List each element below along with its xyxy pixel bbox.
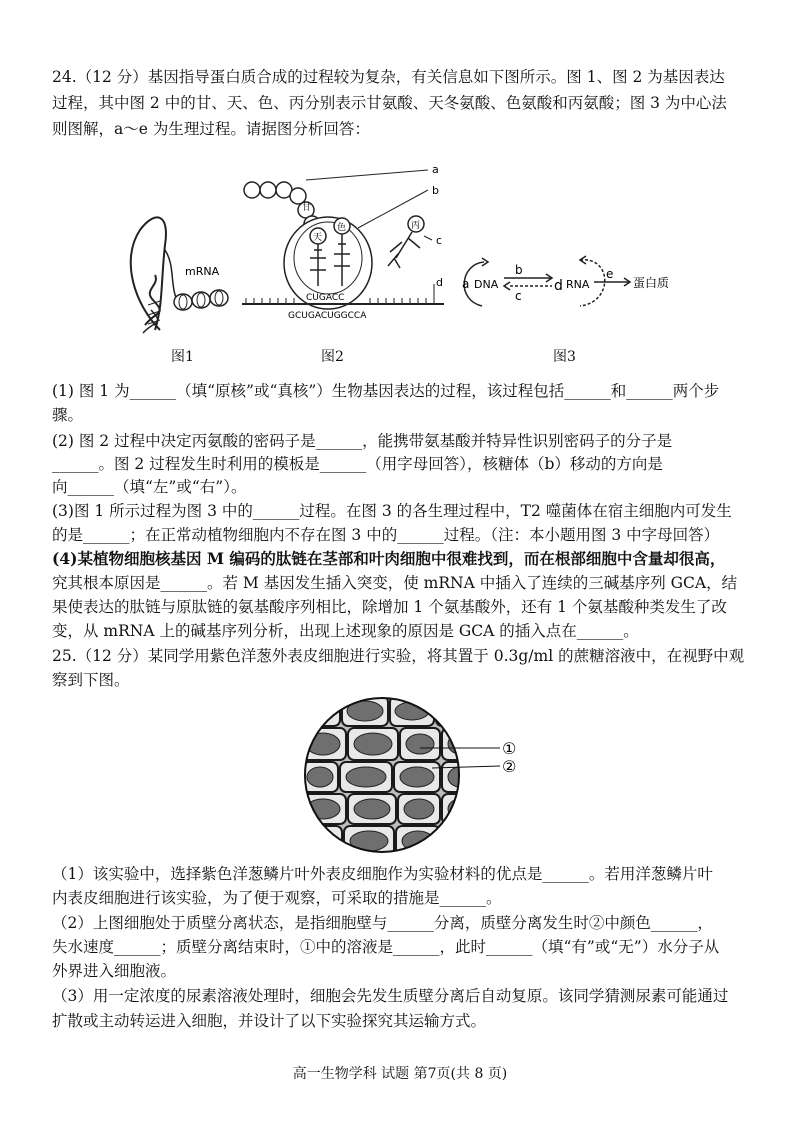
q24-question-line-1: (1) 图 1 为______（填“原核”或“真核”）生物基因表达的过程，该过程包括______和______两个步 <box>52 382 720 400</box>
q25-question-line-3: （2）上图细胞处于质壁分离状态，是指细胞壁与______分离，质壁分离发生时②中颜色______， <box>52 914 713 932</box>
figure-3-caption: 图3 <box>553 349 576 365</box>
q24-intro-line-2: 过程，其中图 2 中的甘、天、色、丙分别表示甘氨酸、天冬氨酸、色氨酸和丙氨酸；图 3 为中心法 <box>52 94 727 112</box>
q24-question-line-2: 骤。 <box>52 406 84 424</box>
q25-question-line-7: 扩散或主动转运进入细胞，并设计了以下实验探究其运输方式。 <box>52 1012 487 1030</box>
fig3-rna: RNA <box>566 278 590 291</box>
fig3-dna: DNA <box>474 278 499 291</box>
q24-question-line-11: 变，从 mRNA 上的碱基序列分析，出现上述现象的原因是 GCA 的插入点在______。 <box>52 622 639 640</box>
fig2-anticodons: CUGACC <box>306 293 345 303</box>
fig2-aa-se: 色 <box>337 223 347 233</box>
q24-question-line-3: (2) 图 2 过程中决定丙氨酸的密码子是______，能携带氨基酸并特异性识别密码子的分子是 <box>52 432 673 450</box>
figure-1-caption: 图1 <box>171 349 194 365</box>
q25-question-line-5: 外界进入细胞液。 <box>52 962 177 980</box>
fig3-protein: 蛋白质 <box>633 276 670 290</box>
fig3-label-c: c <box>515 289 522 303</box>
q24-intro-line-1: 24.（12 分）基因指导蛋白质合成的过程较为复杂，有关信息如下图所示。图 1、图 2 为基因表达 <box>52 68 725 86</box>
q25-question-line-2: 内表皮细胞进行该实验，为了便于观察，可采取的措施是______。 <box>52 889 502 907</box>
fig2-aa-bing: 丙 <box>411 221 421 231</box>
cell-label-1: ① <box>502 739 517 758</box>
fig1-mrna-label: mRNA <box>185 265 220 278</box>
fig3-label-a: a <box>462 277 470 291</box>
cell-label-2: ② <box>502 757 517 776</box>
page-footer: 高一生物学科 试题 第7页(共 8 页) <box>292 1066 508 1082</box>
fig2-mrna-sequence: GCUGACUGGCCA <box>288 311 367 321</box>
q24-question-line-5: 向______（填“左”或“右”）。 <box>52 478 247 496</box>
fig2-label-a: a <box>432 163 439 176</box>
fig2-label-d: d <box>436 276 443 289</box>
fig2-label-b: b <box>432 184 439 197</box>
figure-3-diagram <box>452 248 682 320</box>
fig2-aa-tian: 天 <box>313 233 323 243</box>
figure-2-diagram <box>238 158 450 330</box>
q25-intro-line-1: 25.（12 分）某同学用紫色洋葱外表皮细胞进行实验，将其置于 0.3g/ml 的蔗糖溶液中，在视野中观 <box>52 647 745 665</box>
fig3-label-e: e <box>606 267 614 281</box>
q25-question-line-1: （1）该实验中，选择紫色洋葱鳞片叶外表皮细胞作为实验材料的优点是______。若用洋葱鳞片叶 <box>52 865 713 883</box>
fig2-label-c: c <box>436 234 443 247</box>
q24-question-line-10: 果使表达的肽链与原肽链的氨基酸序列相比，除增加 1 个氨基酸外，还有 1 个氨基酸种类发生了改 <box>52 598 727 616</box>
q24-intro-line-3: 则图解，a～e 为生理过程。请据图分析回答： <box>52 120 370 138</box>
fig3-label-d: d <box>554 278 563 294</box>
q24-question-line-7: 的是______；在正常动植物细胞内不存在图 3 中的______过程。（注：本小题用图 3 中字母回答） <box>52 526 720 544</box>
q24-question-line-6: (3)图 1 所示过程为图 3 中的______过程。在图 3 的各生理过程中，T2 噬菌体在宿主细胞内可发生 <box>52 502 732 520</box>
q25-question-line-4: 失水速度______；质壁分离结束时，①中的溶液是______，此时______（填“有”或“无”）水分子从 <box>52 938 720 956</box>
q25-intro-line-2: 察到下图。 <box>52 671 130 689</box>
q24-question-line-8: (4)某植物细胞核基因 M 编码的肽链在茎部和叶肉细胞中很难找到，而在根部细胞中含量却很高， <box>52 549 726 568</box>
q25-question-line-6: （3）用一定浓度的尿素溶液处理时，细胞会先发生质壁分离后自动复原。该同学猜测尿素可能通过 <box>52 987 729 1005</box>
q24-question-line-4: ______。图 2 过程发生时利用的模板是______（用字母回答），核糖体（b）移动的方向是 <box>52 455 663 473</box>
fig2-aa-gan: 甘 <box>302 203 312 213</box>
fig3-label-b: b <box>515 263 523 277</box>
figure-2-caption: 图2 <box>321 349 344 365</box>
q24-question-line-9: 究其根本原因是______。若 M 基因发生插入突变，使 mRNA 中插入了连续的三碱基序列 GCA，结 <box>52 574 738 592</box>
figure-1-diagram <box>115 205 235 340</box>
onion-cell-micrograph <box>300 696 540 854</box>
